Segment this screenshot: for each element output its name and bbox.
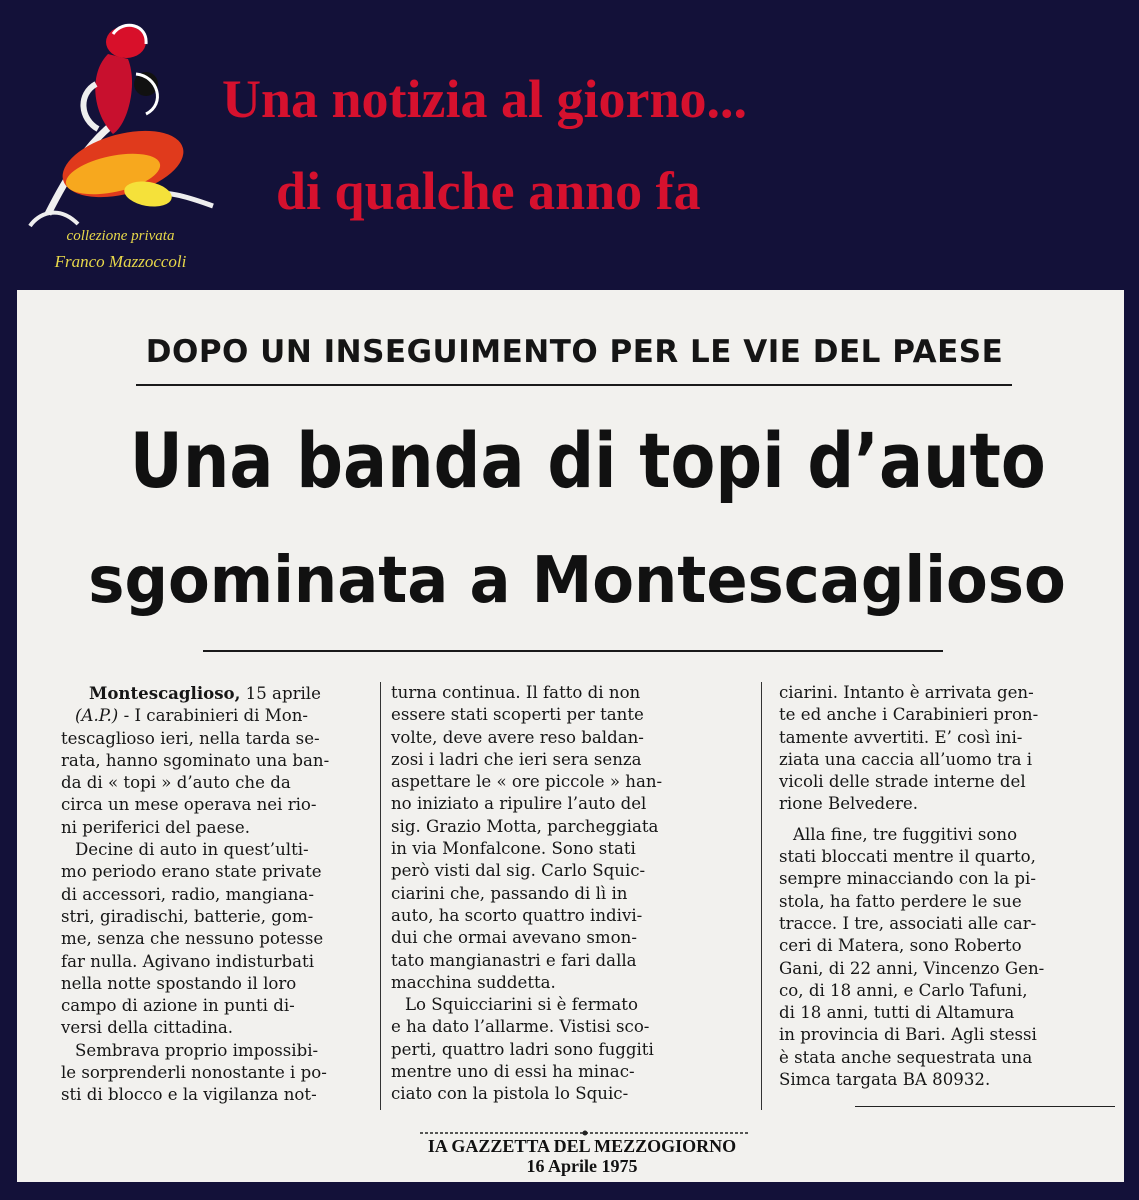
column-line: tamente avvertiti. E’ così ini-	[779, 727, 1023, 747]
headline-line1: Una banda di topi d’auto	[129, 416, 1046, 505]
column-line: rione Belvedere.	[779, 794, 918, 814]
column-line: stola, ha fatto perdere le sue	[779, 891, 1022, 911]
agency-tag: (A.P.)	[75, 706, 119, 726]
column-line: perti, quattro ladri sono fuggiti	[391, 1039, 654, 1059]
column-line: tracce. I tre, associati alle car-	[779, 913, 1037, 933]
newspaper-clipping	[17, 290, 1124, 1182]
column-line: nella notte spostando il loro	[61, 973, 297, 993]
column-line: tescaglioso ieri, nella tarda se-	[61, 728, 320, 748]
column-line	[61, 705, 371, 727]
dateline-place: Montescaglioso,	[89, 683, 241, 703]
column-line: Decine di auto in quest’ulti-	[75, 840, 309, 860]
column-line: ciarini. Intanto è arrivata gen-	[779, 683, 1034, 702]
kicker-rule	[136, 384, 1012, 386]
column-line: stri, giradischi, batterie, gom-	[61, 906, 314, 926]
banner-title-line1: Una notizia al giorno...	[222, 69, 748, 129]
column-line: sig. Grazio Motta, parcheggiata	[391, 816, 659, 836]
column-line: in provincia di Bari. Agli stessi	[779, 1025, 1037, 1045]
column-line: Lo Squicciarini si è fermato	[405, 995, 638, 1015]
article-kicker: DOPO UN INSEGUIMENTO PER LE VIE DEL PAESE	[145, 334, 1004, 370]
column-line: essere stati scoperti per tante	[391, 705, 644, 725]
column-line: zosi i ladri che ieri sera senza	[391, 749, 642, 769]
column-line: campo di azione in punti di-	[61, 996, 295, 1016]
column-line: stati bloccati mentre il quarto,	[779, 847, 1036, 867]
article-column-2	[391, 682, 701, 1106]
column-line: però visti dal sig. Carlo Squic-	[391, 861, 646, 881]
article-column-3	[779, 682, 1089, 1091]
column-line: auto, ha scorto quattro indivi-	[391, 905, 643, 925]
column-line: no iniziato a ripulire l’auto del	[391, 794, 647, 814]
headline-line2: sgominata a Montescaglioso	[88, 544, 1066, 618]
column-line: dui che ormai avevano smon-	[391, 928, 637, 948]
column-line: da di « topi » d’auto che da	[61, 773, 291, 793]
dancer-logo-icon	[18, 14, 223, 284]
column-line: Alla fine, tre fuggitivi sono	[793, 824, 1018, 844]
column-line: circa un mese operava nei rio-	[61, 795, 317, 815]
column-line: macchina suddetta.	[391, 972, 556, 992]
column-line: ciarini che, passando di lì in	[391, 883, 628, 903]
column-line: di 18 anni, tutti di Altamura	[779, 1003, 1015, 1023]
column-line: di accessori, radio, mangiana-	[61, 884, 314, 904]
collector-name: Franco Mazzoccoli	[54, 252, 187, 271]
newspaper-source: IA GAZZETTA DEL MEZZOGIORNO	[427, 1136, 737, 1156]
column-line: Gani, di 22 anni, Vincenzo Gen-	[779, 958, 1045, 978]
column-line: mentre uno di essi ha minac-	[391, 1062, 635, 1082]
column-divider	[761, 682, 762, 1110]
column-line-text: - I carabinieri di Mon-	[118, 706, 309, 726]
column-line: ciato con la pistola lo Squic-	[391, 1084, 629, 1104]
column-line: versi della cittadina.	[61, 1018, 234, 1038]
column-line: e ha dato l’allarme. Vistisi sco-	[391, 1017, 650, 1037]
banner-title-line2: di qualche anno fa	[276, 161, 701, 221]
column-line: ziata una caccia all’uomo tra i	[779, 749, 1033, 769]
column-line: le sorprenderli nonostante i po-	[61, 1063, 327, 1083]
column-line: mo periodo erano state private	[61, 862, 322, 882]
column-line: te ed anche i Carabinieri pron-	[779, 705, 1039, 725]
column-line: sempre minacciando con la pi-	[779, 869, 1036, 889]
dateline-date: 15 aprile	[240, 684, 321, 703]
column-line: aspettare le « ore piccole » han-	[391, 772, 663, 792]
column-line: me, senza che nessuno potesse	[61, 929, 324, 949]
headline-rule	[203, 650, 943, 652]
column-line: Simca targata BA 80932.	[779, 1070, 991, 1090]
column-line: è stata anche sequestrata una	[779, 1047, 1033, 1067]
column-line: Sembrava proprio impossibi-	[75, 1040, 319, 1060]
column-line: turna continua. Il fatto di non	[391, 683, 641, 702]
column-line: co, di 18 anni, e Carlo Tafuni,	[779, 980, 1028, 1000]
article-column-1	[61, 682, 371, 1107]
column-line: rata, hanno sgominato una ban-	[61, 750, 330, 770]
column-line: far nulla. Agivano indisturbati	[61, 951, 315, 971]
dateline	[61, 682, 371, 705]
column-line: volte, deve avere reso baldan-	[391, 727, 644, 747]
column-line: ceri di Matera, sono Roberto	[779, 936, 1022, 956]
column-line: tato mangianastri e fari dalla	[391, 950, 637, 970]
end-rule	[855, 1106, 1115, 1107]
column-line: vicoli delle strade interne del	[779, 772, 1026, 792]
publication-date: 16 Aprile 1975	[526, 1156, 638, 1176]
column-line: sti di blocco e la vigilanza not-	[61, 1085, 317, 1105]
header	[0, 0, 1139, 288]
column-divider	[380, 682, 381, 1110]
column-line: ni periferici del paese.	[61, 817, 250, 837]
collection-caption: collezione privata	[66, 228, 175, 244]
column-line: in via Monfalcone. Sono stati	[391, 839, 636, 859]
